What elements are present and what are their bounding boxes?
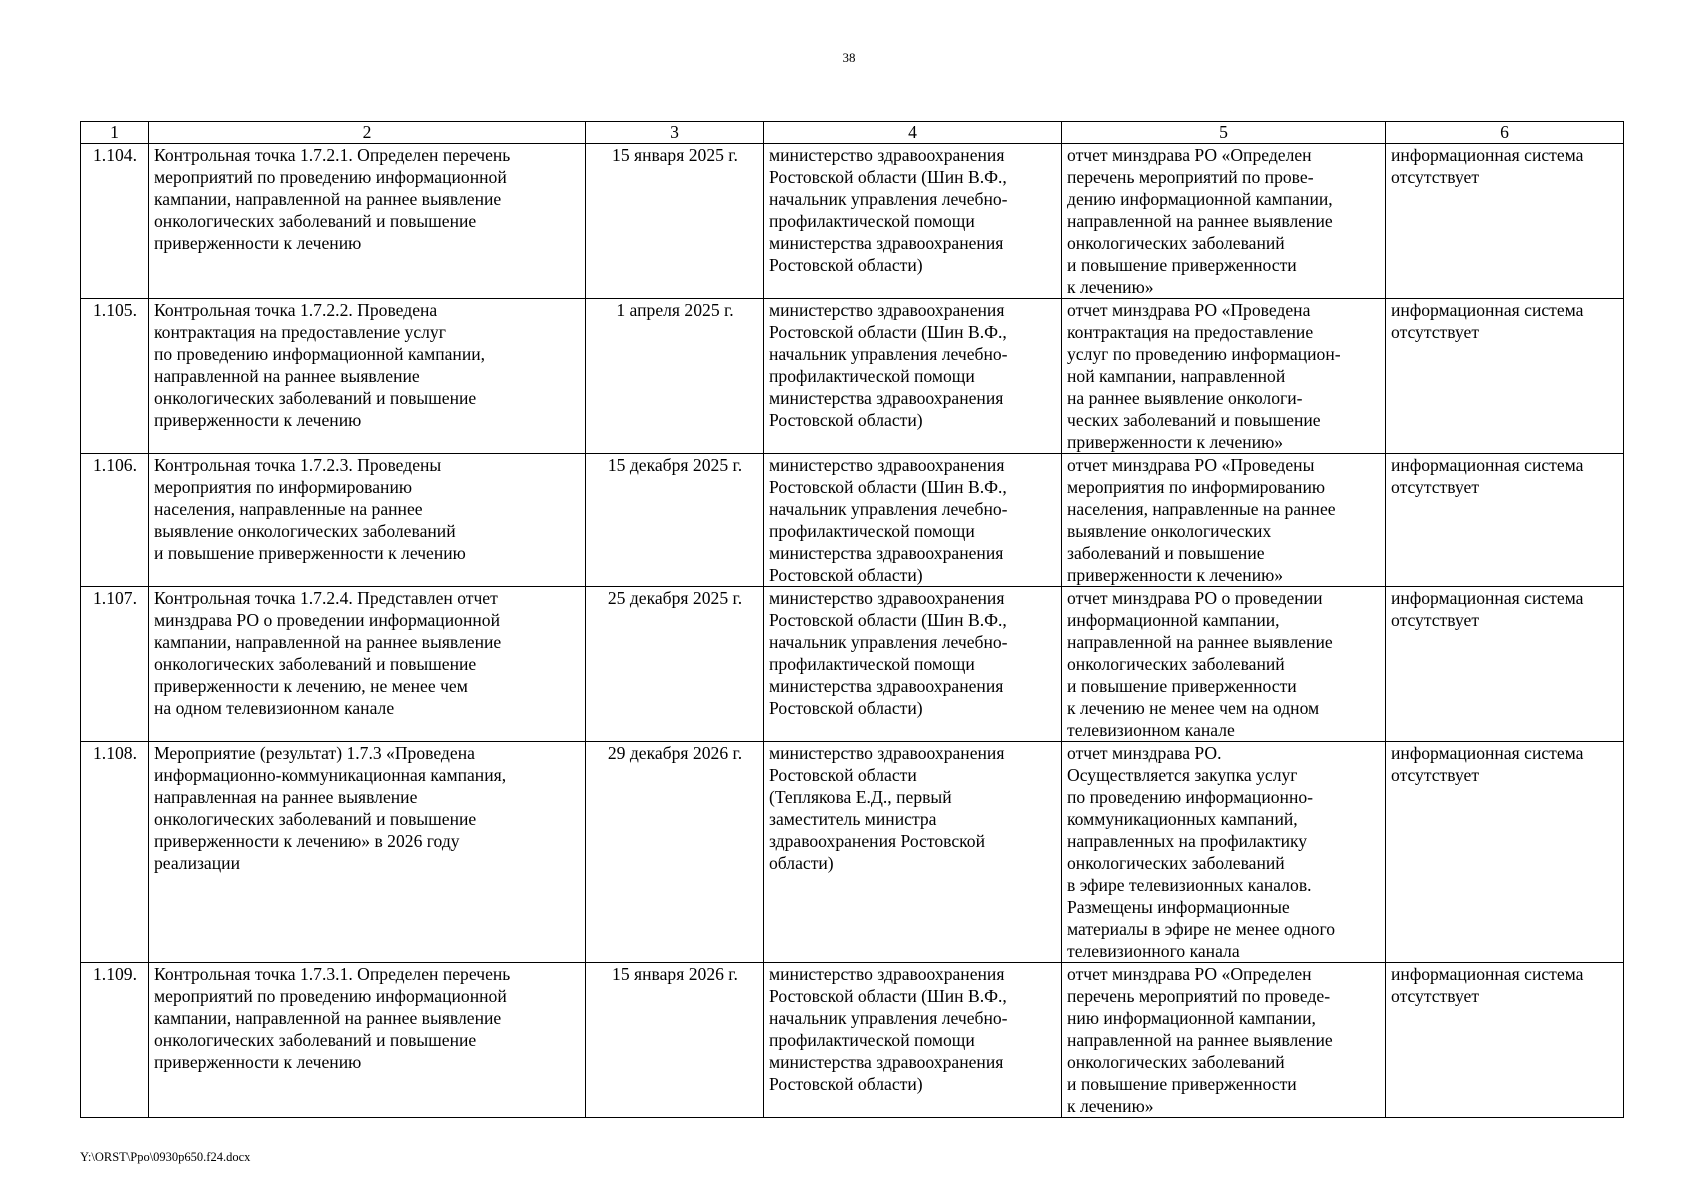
table-header-row [81,122,1624,144]
cell-text-line: мероприятия по информированию [154,477,413,497]
cell-text-line: на раннее выявление онкологи- [1067,388,1303,408]
info-system-cell [1386,587,1624,742]
cell-text-line: информационная система [1391,300,1584,320]
cell-text-line: приверженности к лечению [154,233,362,253]
cell-text-line: Ростовской области) [769,255,923,275]
cell-text-line: в эфире телевизионных каналов. [1067,875,1312,895]
cell-text-line: онкологических заболеваний и повышение [154,809,477,829]
table-row [81,587,1624,742]
cell-text-line: отчет минздрава РО «Проведена [1067,300,1311,320]
deadline-cell: 15 января 2026 г. [586,963,764,1118]
cell-text-line: начальник управления лечебно- [769,344,1008,364]
cell-text-line: направленной на раннее выявление [1067,211,1333,231]
cell-text-line: приверженности к лечению» [1067,565,1284,585]
cell-text-line: мероприятия по информированию [1067,477,1326,497]
cell-text-line: по проведению информационно- [1067,787,1314,807]
cell-text-line: онкологических заболеваний [1067,1052,1285,1072]
cell-text-line: минздрава РО о проведении информационной [154,610,500,630]
cell-text-line: онкологических заболеваний и повышение [154,388,477,408]
cell-text-line: онкологических заболеваний [1067,233,1285,253]
cell-text-line: контрактация на предоставление [1067,322,1314,342]
cell-text-line: приверженности к лечению» [1067,432,1284,452]
event-cell [149,299,586,454]
cell-text-line: телевизионном канале [1067,720,1235,740]
cell-text-line: на одном телевизионном канале [154,698,395,718]
cell-text-line: начальник управления лечебно- [769,1008,1008,1028]
cell-text-line: приверженности к лечению [154,1052,362,1072]
cell-text-line: нию информационной кампании, [1067,1008,1316,1028]
cell-text-line: информационная система [1391,455,1584,475]
cell-text-line: направленной на раннее выявление [1067,1030,1333,1050]
table-body [81,144,1624,1118]
column-header: 5 [1062,122,1386,144]
cell-text-line: выявление онкологических [1067,521,1272,541]
table-row [81,299,1624,454]
event-cell [149,144,586,299]
cell-text-line: информационная система [1391,743,1584,763]
responsible-cell [764,742,1062,963]
cell-text-line: дению информационной кампании, [1067,189,1333,209]
info-system-cell [1386,144,1624,299]
cell-text-line: начальник управления лечебно- [769,499,1008,519]
cell-text-line: приверженности к лечению [154,410,362,430]
row-number-cell: 1.107. [81,587,149,742]
cell-text-line: информационная система [1391,145,1584,165]
cell-text-line: начальник управления лечебно- [769,189,1008,209]
column-header: 6 [1386,122,1624,144]
cell-text-line: профилактической помощи [769,654,975,674]
cell-text-line: и повышение приверженности [1067,676,1297,696]
cell-text-line: Ростовской области) [769,410,923,430]
cell-text-line: Ростовской области [769,765,917,785]
cell-text-line: населения, направленные на раннее [1067,499,1336,519]
cell-text-line: услуг по проведению информацион- [1067,344,1341,364]
event-cell [149,454,586,587]
cell-text-line: реализации [154,853,240,873]
info-system-cell [1386,299,1624,454]
deadline-cell: 15 января 2025 г. [586,144,764,299]
cell-text-line: министерства здравоохранения [769,388,1004,408]
cell-text-line: Контрольная точка 1.7.3.1. Определен перечень [154,964,511,984]
cell-text-line: контрактация на предоставление услуг [154,322,446,342]
responsible-cell [764,144,1062,299]
cell-text-line: отчет минздрава РО «Проведены [1067,455,1315,475]
cell-text-line: Контрольная точка 1.7.2.3. Проведены [154,455,442,475]
cell-text-line: к лечению не менее чем на одном [1067,698,1320,718]
cell-text-line: и повышение приверженности [1067,1074,1297,1094]
cell-text-line: профилактической помощи [769,211,975,231]
deadline-cell: 29 декабря 2026 г. [586,742,764,963]
cell-text-line: отчет минздрава РО. [1067,743,1222,763]
document-cell [1062,742,1386,963]
info-system-cell [1386,963,1624,1118]
cell-text-line: министерство здравоохранения [769,588,1005,608]
cell-text-line: онкологических заболеваний и повышение [154,1030,477,1050]
cell-text-line: Ростовской области) [769,698,923,718]
table-row [81,742,1624,963]
cell-text-line: онкологических заболеваний и повышение [154,211,477,231]
cell-text-line: направленной на раннее выявление [154,366,420,386]
cell-text-line: телевизионного канала [1067,941,1240,961]
responsible-cell [764,454,1062,587]
cell-text-line: к лечению» [1067,1096,1154,1116]
cell-text-line: области) [769,853,834,873]
cell-text-line: отсутствует [1391,986,1480,1006]
cell-text-line: кампании, направленной на раннее выявление [154,632,502,652]
cell-text-line: ной кампании, направленной [1067,366,1286,386]
cell-text-line: заболеваний и повышение [1067,543,1265,563]
cell-text-line: Ростовской области) [769,1074,923,1094]
cell-text-line: Ростовской области (Шин В.Ф., [769,986,1007,1006]
cell-text-line: направленных на профилактику [1067,831,1308,851]
info-system-cell [1386,742,1624,963]
cell-text-line: Ростовской области (Шин В.Ф., [769,477,1007,497]
cell-text-line: информационно-коммуникационная кампания, [154,765,507,785]
column-header: 2 [149,122,586,144]
cell-text-line: Контрольная точка 1.7.2.2. Проведена [154,300,438,320]
cell-text-line: Ростовской области) [769,565,923,585]
cell-text-line: населения, направленные на раннее [154,499,423,519]
column-header: 4 [764,122,1062,144]
cell-text-line: министерство здравоохранения [769,964,1005,984]
cell-text-line: (Теплякова Е.Д., первый [769,787,952,807]
row-number-cell: 1.109. [81,963,149,1118]
cell-text-line: мероприятий по проведению информационной [154,986,507,1006]
cell-text-line: профилактической помощи [769,366,975,386]
cell-text-line: мероприятий по проведению информационной [154,167,507,187]
plan-table [80,121,1624,1118]
cell-text-line: кампании, направленной на раннее выявление [154,1008,502,1028]
cell-text-line: кампании, направленной на раннее выявление [154,189,502,209]
cell-text-line: перечень мероприятий по проведе- [1067,986,1331,1006]
cell-text-line: информационная система [1391,588,1584,608]
cell-text-line: министерство здравоохранения [769,145,1005,165]
column-header: 3 [586,122,764,144]
cell-text-line: отчет минздрава РО «Определен [1067,964,1312,984]
row-number-cell: 1.105. [81,299,149,454]
table-row [81,963,1624,1118]
cell-text-line: Ростовской области (Шин В.Ф., [769,322,1007,342]
cell-text-line: Ростовской области (Шин В.Ф., [769,167,1007,187]
responsible-cell [764,963,1062,1118]
cell-text-line: выявление онкологических заболеваний [154,521,456,541]
cell-text-line: и повышение приверженности к лечению [154,543,466,563]
document-cell [1062,299,1386,454]
cell-text-line: Контрольная точка 1.7.2.1. Определен перечень [154,145,511,165]
cell-text-line: и повышение приверженности [1067,255,1297,275]
table-row [81,454,1624,587]
cell-text-line: приверженности к лечению, не менее чем [154,676,468,696]
cell-text-line: направленной на раннее выявление [1067,632,1333,652]
cell-text-line: онкологических заболеваний [1067,654,1285,674]
row-number-cell: 1.106. [81,454,149,587]
cell-text-line: онкологических заболеваний [1067,853,1285,873]
cell-text-line: здравоохранения Ростовской [769,831,986,851]
cell-text-line: министерства здравоохранения [769,543,1004,563]
deadline-cell: 25 декабря 2025 г. [586,587,764,742]
cell-text-line: отсутствует [1391,477,1480,497]
event-cell [149,963,586,1118]
column-header: 1 [81,122,149,144]
cell-text-line: Контрольная точка 1.7.2.4. Представлен отчет [154,588,498,608]
cell-text-line: профилактической помощи [769,1030,975,1050]
document-cell [1062,587,1386,742]
document-cell [1062,963,1386,1118]
cell-text-line: отсутствует [1391,610,1480,630]
info-system-cell [1386,454,1624,587]
cell-text-line: приверженности к лечению» в 2026 году [154,831,460,851]
cell-text-line: отсутствует [1391,322,1480,342]
cell-text-line: к лечению» [1067,277,1154,297]
cell-text-line: Мероприятие (результат) 1.7.3 «Проведена [154,743,475,763]
cell-text-line: отчет минздрава РО «Определен [1067,145,1312,165]
document-cell [1062,144,1386,299]
cell-text-line: по проведению информационной кампании, [154,344,486,364]
responsible-cell [764,299,1062,454]
deadline-cell: 15 декабря 2025 г. [586,454,764,587]
cell-text-line: министерства здравоохранения [769,1052,1004,1072]
cell-text-line: министерство здравоохранения [769,455,1005,475]
cell-text-line: ческих заболеваний и повышение [1067,410,1321,430]
page-number: 38 [842,50,856,65]
document-cell [1062,454,1386,587]
event-cell [149,742,586,963]
event-cell [149,587,586,742]
cell-text-line: министерства здравоохранения [769,676,1004,696]
cell-text-line: Ростовской области (Шин В.Ф., [769,610,1007,630]
cell-text-line: отсутствует [1391,765,1480,785]
row-number-cell: 1.104. [81,144,149,299]
cell-text-line: начальник управления лечебно- [769,632,1008,652]
cell-text-line: министерство здравоохранения [769,743,1005,763]
cell-text-line: министерство здравоохранения [769,300,1005,320]
cell-text-line: профилактической помощи [769,521,975,541]
cell-text-line: министерства здравоохранения [769,233,1004,253]
cell-text-line: онкологических заболеваний и повышение [154,654,477,674]
table-row [81,144,1624,299]
row-number-cell: 1.108. [81,742,149,963]
cell-text-line: заместитель министра [769,809,937,829]
cell-text-line: отчет минздрава РО о проведении [1067,588,1323,608]
cell-text-line: коммуникационных кампаний, [1067,809,1298,829]
deadline-cell: 1 апреля 2025 г. [586,299,764,454]
cell-text-line: направленная на раннее выявление [154,787,418,807]
cell-text-line: информационная система [1391,964,1584,984]
cell-text-line: перечень мероприятий по прове- [1067,167,1314,187]
file-path-footer: Y:\ORST\Ppo\0930p650.f24.docx [80,1150,251,1164]
cell-text-line: материалы в эфире не менее одного [1067,919,1336,939]
responsible-cell [764,587,1062,742]
cell-text-line: отсутствует [1391,167,1480,187]
cell-text-line: информационной кампании, [1067,610,1280,630]
cell-text-line: Размещены информационные [1067,897,1290,917]
cell-text-line: Осуществляется закупка услуг [1067,765,1298,785]
